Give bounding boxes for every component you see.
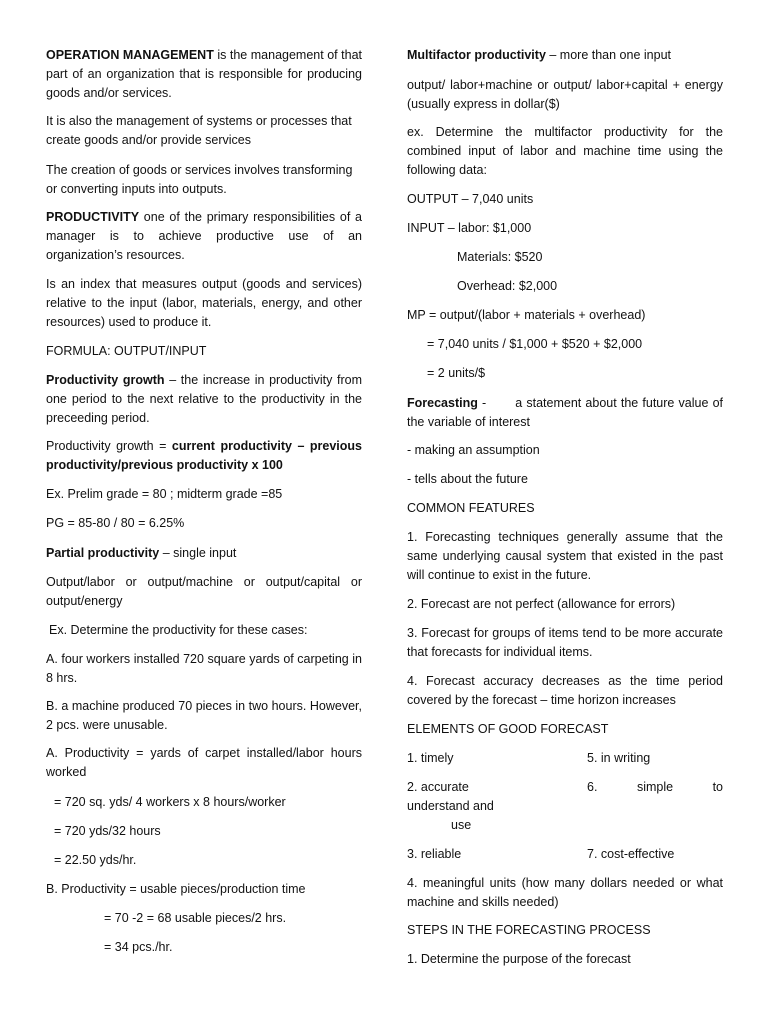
forecasting-definition: - a statement about the future value of the variable of interest xyxy=(407,396,727,429)
element-2: 2. accurate xyxy=(407,780,469,794)
input-line: INPUT – labor: $1,000 xyxy=(407,221,532,235)
partial-paragraph xyxy=(46,544,362,563)
determine-example: Ex. Determine the productivity for these cases: xyxy=(49,623,308,637)
creation-paragraph: The creation of goods or services involves transforming or converting inputs into outputs. xyxy=(46,163,353,196)
element-4: 4. meaningful units (how many dollars needed or what machine and skills needed) xyxy=(407,876,723,909)
solution-a-step3: = 22.50 yds/hr. xyxy=(54,853,137,867)
multifactor-term: Multifactor productivity xyxy=(407,48,546,62)
forecasting-point-b: - tells about the future xyxy=(407,472,528,486)
solution-a-step2: = 720 yds/32 hours xyxy=(54,824,161,838)
productivity-index-paragraph: Is an index that measures output (goods and services) relative to the input (labor, materials, energy, and other resources) used to produce it. xyxy=(46,277,362,329)
grade-example: Ex. Prelim grade = 80 ; midterm grade =85 xyxy=(46,487,283,501)
element-3: 3. reliable xyxy=(407,847,462,861)
element-6-continued: understand and xyxy=(407,799,494,813)
multifactor-forms: output/ labor+machine or output/ labor+capital + energy (usually express in dollar($) xyxy=(407,78,723,111)
growth-formula xyxy=(46,437,362,475)
solution-a-step1: = 720 sq. yds/ 4 workers x 8 hours/worker xyxy=(54,795,286,809)
multifactor-example: ex. Determine the multifactor productivity for the combined input of labor and machine time using the following data: xyxy=(407,125,723,177)
formula-line: FORMULA: OUTPUT/INPUT xyxy=(46,344,207,358)
mp-formula: MP = output/(labor + materials + overhead) xyxy=(407,308,646,322)
mp-step1: = 7,040 units / $1,000 + $520 + $2,000 xyxy=(427,337,643,351)
element-1: 1. timely xyxy=(407,751,454,765)
growth-formula-expression: current productivity – previous productivity/previous productivity x 100 xyxy=(46,439,362,472)
element-6-word-to: to xyxy=(712,780,723,794)
pg-calculation: PG = 85-80 / 80 = 6.25% xyxy=(46,516,185,530)
solution-b: B. Productivity = usable pieces/production time xyxy=(46,882,306,896)
om-definition: is the management of that part of an organization that is responsible for producing goods and/or services. xyxy=(46,48,362,100)
common-feature-4: 4. Forecast accuracy decreases as the time period covered by the forecast – time horizon increases xyxy=(407,674,723,707)
solution-b-step1: = 70 -2 = 68 usable pieces/2 hrs. xyxy=(104,911,287,925)
om-term: OPERATION MANAGEMENT xyxy=(46,48,214,62)
element-6-number: 6. xyxy=(587,780,598,794)
element-5: 5. in writing xyxy=(587,751,651,765)
multifactor-paragraph xyxy=(407,46,723,65)
growth-formula-label: Productivity growth = xyxy=(46,439,172,453)
output-line: OUTPUT – 7,040 units xyxy=(407,192,534,206)
growth-definition: – the increase in productivity from one period to the next relative to the productivity in the preceeding period. xyxy=(46,373,362,425)
partial-definition: – single input xyxy=(159,546,237,560)
forecasting-term: Forecasting xyxy=(407,396,478,410)
steps-heading: STEPS IN THE FORECASTING PROCESS xyxy=(407,923,651,937)
growth-term: Productivity growth xyxy=(46,373,165,387)
productivity-term: PRODUCTIVITY xyxy=(46,210,140,224)
case-b: B. a machine produced 70 pieces in two hours. However, 2 pcs. were unusable. xyxy=(46,699,362,732)
forecasting-paragraph xyxy=(407,394,727,432)
common-features-heading: COMMON FEATURES xyxy=(407,501,535,515)
overhead-line: Overhead: $2,000 xyxy=(457,279,558,293)
mp-step2: = 2 units/$ xyxy=(427,366,486,380)
step-1: 1. Determine the purpose of the forecast xyxy=(407,952,631,966)
partial-forms: Output/labor or output/machine or output/capital or output/energy xyxy=(46,575,362,608)
element-6 xyxy=(587,778,723,797)
growth-paragraph xyxy=(46,371,362,428)
om-paragraph xyxy=(46,46,362,103)
elements-heading: ELEMENTS OF GOOD FORECAST xyxy=(407,722,609,736)
productivity-paragraph xyxy=(46,208,362,265)
common-feature-3: 3. Forecast for groups of items tend to be more accurate that forecasts for individual items. xyxy=(407,626,723,659)
case-a: A. four workers installed 720 square yards of carpeting in 8 hrs. xyxy=(46,652,362,685)
common-feature-2: 2. Forecast are not perfect (allowance for errors) xyxy=(407,597,676,611)
element-6-continued-use: use xyxy=(451,818,472,832)
multifactor-definition: – more than one input xyxy=(545,48,671,62)
element-6-word-simple: simple xyxy=(636,780,674,794)
forecasting-point-a: - making an assumption xyxy=(407,443,540,457)
common-feature-1: 1. Forecasting techniques generally assume that the same underlying causal system that existed in the past will continue to exist in the future. xyxy=(407,530,723,582)
om-also-paragraph: It is also the management of systems or processes that create goods and/or provide services xyxy=(46,114,352,147)
productivity-definition: one of the primary responsibilities of a manager is to achieve productive use of an organization’s resources. xyxy=(46,210,362,262)
solution-a: A. Productivity = yards of carpet installed/labor hours worked xyxy=(46,746,362,779)
solution-b-step2: = 34 pcs./hr. xyxy=(104,940,173,954)
element-7: 7. cost-effective xyxy=(587,847,675,861)
partial-term: Partial productivity xyxy=(46,546,160,560)
materials-line: Materials: $520 xyxy=(457,250,543,264)
